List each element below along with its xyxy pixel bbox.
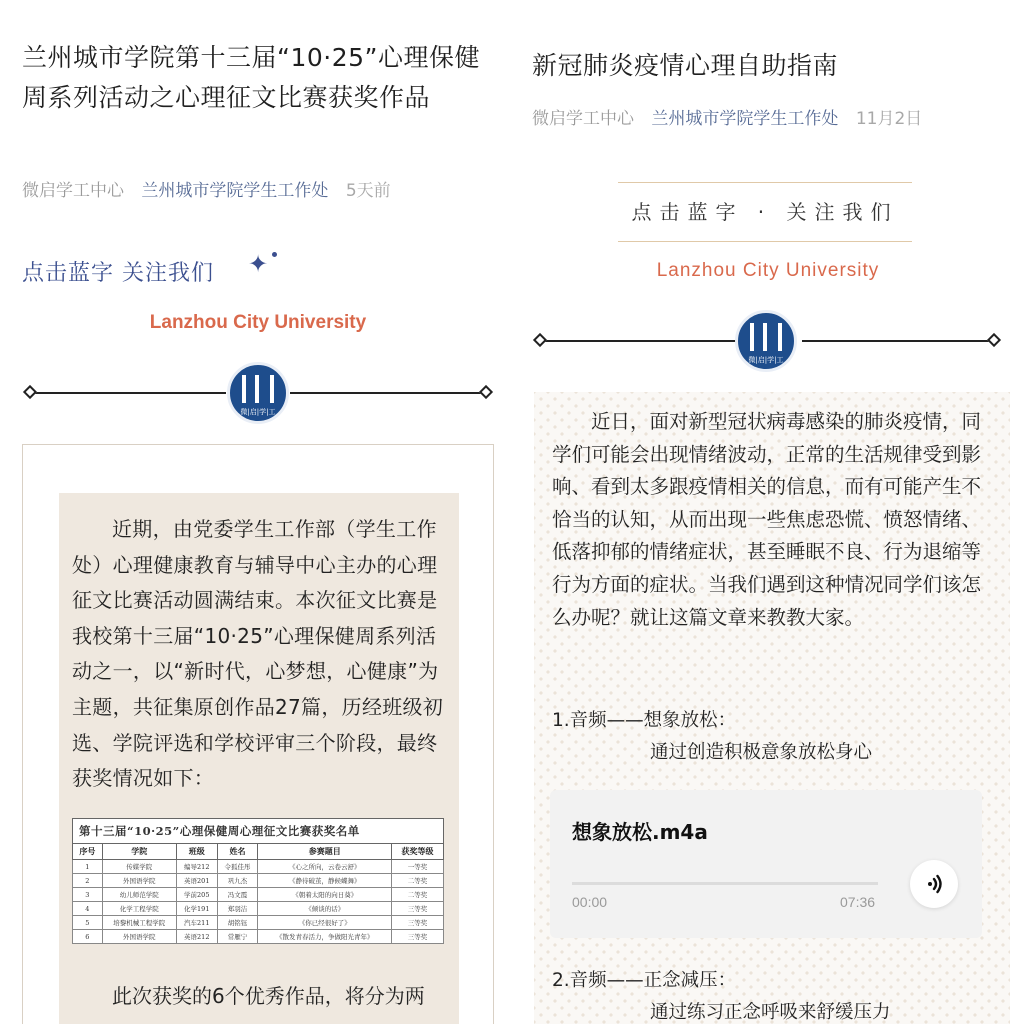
follow-us-text: 点击蓝字 · 关注我们 [631, 200, 899, 224]
table-cell: 5 [73, 916, 103, 930]
divider-line [540, 340, 740, 342]
table-cell: 常雁宁 [217, 930, 258, 944]
logo-text: 微|启|学|工 [240, 408, 276, 416]
table-cell: 三等奖 [392, 916, 444, 930]
table-cell: 三等奖 [392, 902, 444, 916]
column-header: 班级 [176, 844, 217, 860]
table-cell: 化学工程学院 [102, 902, 176, 916]
column-header: 获奖等级 [392, 844, 444, 860]
article-title[interactable]: 兰州城市学院第十三届“10·25”心理保健周系列活动之心理征文比赛获奖作品 [22, 43, 480, 112]
table-row [73, 874, 444, 888]
audio-file-name: 想象放松.m4a [572, 820, 708, 844]
divider-line [30, 392, 226, 394]
table-header-row [73, 844, 444, 860]
table-cell: 二等奖 [392, 874, 444, 888]
award-table [72, 818, 444, 944]
play-button[interactable] [910, 860, 958, 908]
audio-description: 通过练习正念呼吸来舒缓压力 [650, 1002, 891, 1023]
article-meta [22, 176, 391, 201]
column-header: 序号 [73, 844, 103, 860]
table-cell: 化学191 [176, 902, 217, 916]
audio-player[interactable] [550, 790, 982, 938]
university-logo [227, 362, 289, 424]
column-header: 参赛题目 [258, 844, 392, 860]
table-cell: 编导212 [176, 860, 217, 874]
university-name: Lanzhou City University [149, 312, 367, 333]
table-row [73, 916, 444, 930]
diamond-icon [479, 385, 493, 399]
diamond-icon [23, 385, 37, 399]
table-cell: 《倾谈的话》 [258, 902, 392, 916]
university-logo [735, 310, 797, 372]
column-header: 学院 [102, 844, 176, 860]
table-cell: 外国语学院 [102, 930, 176, 944]
university-name: Lanzhou City University [656, 260, 880, 281]
table-cell: 6 [73, 930, 103, 944]
table-cell: 冯文霞 [217, 888, 258, 902]
book-icon [750, 323, 782, 351]
table-cell: 1 [73, 860, 103, 874]
article-title[interactable]: 新冠肺炎疫情心理自助指南 [532, 51, 839, 80]
table-cell: 《散发青春活力，争做阳光青年》 [258, 930, 392, 944]
table-cell: 郑羽洁 [217, 902, 258, 916]
book-icon [242, 375, 274, 403]
article-body-continued: 此次获奖的6个优秀作品，将分为两 [112, 984, 425, 1008]
table-caption: 第十三届“10·25”心理保健周心理征文比赛获奖名单 [73, 819, 444, 844]
source-name: 微启学工中心 [532, 109, 634, 129]
author-link[interactable]: 兰州城市学院学生工作处 [141, 181, 329, 201]
table-row [73, 930, 444, 944]
right-article [512, 0, 1024, 1024]
author-link[interactable]: 兰州城市学院学生工作处 [651, 109, 839, 129]
diamond-icon [533, 333, 547, 347]
table-row [73, 860, 444, 874]
article-meta [532, 104, 922, 129]
progress-bar[interactable] [572, 882, 878, 885]
table-row [73, 902, 444, 916]
article-body: 近日，面对新型冠状病毒感染的肺炎疫情，同学们可能会出现情绪波动，正常的生活规律受到影响、看到太多跟疫情相关的信息，而有可能产生不恰当的认知，从而出现一些焦虑恐慌、愤怒情绪、低落抑郁的情绪症状，甚至睡眠不良、行为退缩等行为方面的症状。当我们遇到这种情况同学们该怎么办呢？就让这篇文章来教教大家。 [552, 410, 982, 629]
logo-text: 微|启|学|工 [748, 356, 784, 364]
table-cell: 《你已经很好了》 [258, 916, 392, 930]
table-cell: 《静待破茧，静候蝶舞》 [258, 874, 392, 888]
table-cell: 《朝着太阳的向日葵》 [258, 888, 392, 902]
table-cell: 巩九杰 [217, 874, 258, 888]
table-cell: 传媒学院 [102, 860, 176, 874]
column-header: 姓名 [217, 844, 258, 860]
table-cell: 二等奖 [392, 888, 444, 902]
table-cell: 英语201 [176, 874, 217, 888]
table-cell: 学前205 [176, 888, 217, 902]
audio-description: 通过创造积极意象放松身心 [650, 742, 873, 763]
follow-us-text[interactable]: 点击蓝字 关注我们 [22, 261, 214, 286]
table-cell: 4 [73, 902, 103, 916]
table-cell: 一等奖 [392, 860, 444, 874]
current-time: 00:00 [572, 894, 608, 910]
audio-heading: 1.音频——想象放松： [552, 710, 737, 731]
divider-line [802, 340, 994, 342]
table-cell: 《心之所向，云卷云舒》 [258, 860, 392, 874]
divider-line [290, 392, 486, 394]
table-cell: 三等奖 [392, 930, 444, 944]
duration: 07:36 [840, 894, 876, 910]
article-body: 近期，由党委学生工作部（学生工作处）心理健康教育与辅导中心主办的心理征文比赛活动圆满结束。本次征文比赛是我校第十三届“10·25”心理保健周系列活动之一，以“新时代，心梦想，心健康”为主题，共征集原创作品27篇，历经班级初选、学院评选和学校评审三个阶段，最终获奖情况如下： [72, 517, 444, 791]
source-name: 微启学工中心 [22, 181, 124, 201]
audio-wave-icon [922, 872, 946, 896]
table-cell: 培黎机械工程学院 [102, 916, 176, 930]
table-cell: 3 [73, 888, 103, 902]
table-cell: 汽车211 [176, 916, 217, 930]
sparkle-dot-icon [272, 252, 277, 257]
follow-us-banner[interactable] [618, 182, 912, 242]
table-cell: 胡铭钰 [217, 916, 258, 930]
table-cell: 令狐佳彤 [217, 860, 258, 874]
publish-time: 5天前 [345, 181, 391, 201]
table-cell: 2 [73, 874, 103, 888]
diamond-icon [987, 333, 1001, 347]
publish-time: 11月2日 [855, 109, 923, 129]
table-row [73, 888, 444, 902]
sparkle-icon: ✦ [248, 250, 269, 278]
table-cell: 幼儿师范学院 [102, 888, 176, 902]
audio-heading: 2.音频——正念减压： [552, 970, 737, 991]
table-cell: 外国语学院 [102, 874, 176, 888]
table-cell: 英语212 [176, 930, 217, 944]
